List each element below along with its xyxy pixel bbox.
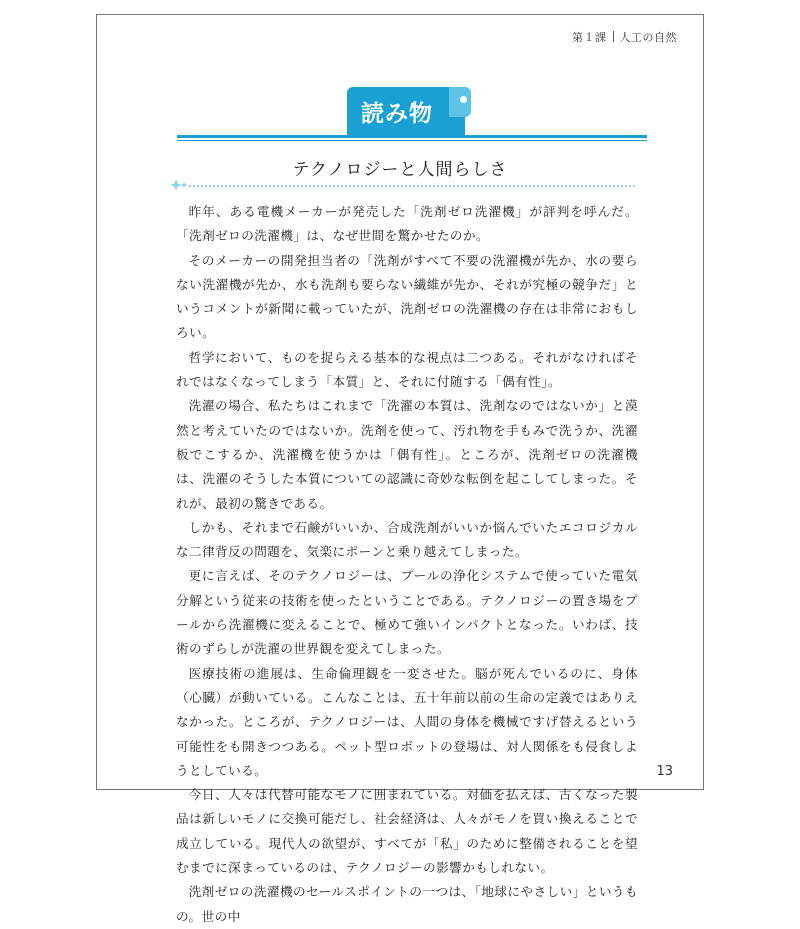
- article-title: テクノロジーと人間らしさ: [292, 160, 508, 180]
- page-number: 13: [656, 764, 673, 779]
- header-rule-thick: [177, 135, 647, 138]
- paragraph: そのメーカーの開発担当者の「洗剤がすべて不要の洗濯機が先か、水の要らない洗濯機が先か、水も洗剤も要らない繊維が先か、それが究極の競争だ」というコメントが新聞に載っていたが、洗剤ゼロの洗濯機の存在は非常におもしろい。: [176, 252, 638, 341]
- lesson-title: 人工の自然: [619, 31, 677, 44]
- tag-hole-icon: [460, 96, 467, 103]
- paragraph: 更に言えば、そのテクノロジーは、プールの浄化システムで使っていた電気分解という従来の技術を使ったということである。テクノロジーの置き場をプールから洗濯機に変えることで、極めて強いインパクトとなった。いわば、技術のずらしが洗濯の世界観を変えてしまった。: [176, 568, 638, 657]
- paragraph: しかも、それまで石鹸がいいか、合成洗剤がいいか悩んでいたエコロジカルな二律背反の問題を、気楽にポーンと乗り越えてしまった。: [176, 519, 638, 560]
- title-dotted-rule: [189, 185, 635, 187]
- section-tab: [347, 87, 465, 135]
- sparkle-ornament-icon: [170, 178, 190, 192]
- running-head: [572, 29, 677, 45]
- paragraph: 哲学において、ものを捉らえる基本的な視点は二つある。それがなければそれではなくなってしまう「本質」と、それに付随する「偶有性」。: [176, 349, 638, 390]
- paragraph: 今日、人々は代替可能なモノに囲まれている。対価を払えば、古くなった製品は新しいモノに交換可能だし、社会経済は、人々がモノを買い換えることで成立している。現代人の欲望が、すべてが「私」のために整備されることを望むまでに深まっているのは、テクノロジーの影響かもしれない。: [176, 787, 638, 876]
- article-body: [176, 200, 638, 929]
- lesson-number: 第１課: [572, 31, 607, 44]
- header-rule-thin: [177, 140, 647, 141]
- textbook-page: [96, 14, 704, 924]
- section-tab-label: 読み物: [361, 101, 433, 127]
- section-tab-fold: [449, 87, 471, 117]
- paragraph: 昨年、ある電機メーカーが発売した「洗剤ゼロ洗濯機」が評判を呼んだ。「洗剤ゼロの洗濯機」は、なぜ世間を驚かせたのか。: [176, 204, 638, 244]
- paragraph: 医療技術の進展は、生命倫理観を一変させた。脳が死んでいるのに、身体（心臓）が動いている。こんなことは、五十年前以前の生命の定義ではありえなかった。ところが、テクノロジーは、人間の身体を機械ですげ替えるという可能性をも開きつつある。ペット型ロボットの登場は、対人関係をも侵食しようとしている。: [176, 665, 638, 778]
- header-divider: [613, 31, 614, 42]
- paragraph: 洗剤ゼロの洗濯機のセールスポイントの一つは、「地球にやさしい」というもの。世の中: [176, 884, 638, 924]
- paragraph: 洗濯の場合、私たちはこれまで「洗濯の本質は、洗剤なのではないか」と漠然と考えていたのではないか。洗剤を使って、汚れ物を手もみで洗うか、洗濯板でこするか、洗濯機を使うかは「偶有性」。ところが、洗剤ゼロの洗濯機は、洗濯のそうした本質についての認識に奇妙な転倒を起こしてしまった。それが、最初の驚きである。: [176, 398, 638, 511]
